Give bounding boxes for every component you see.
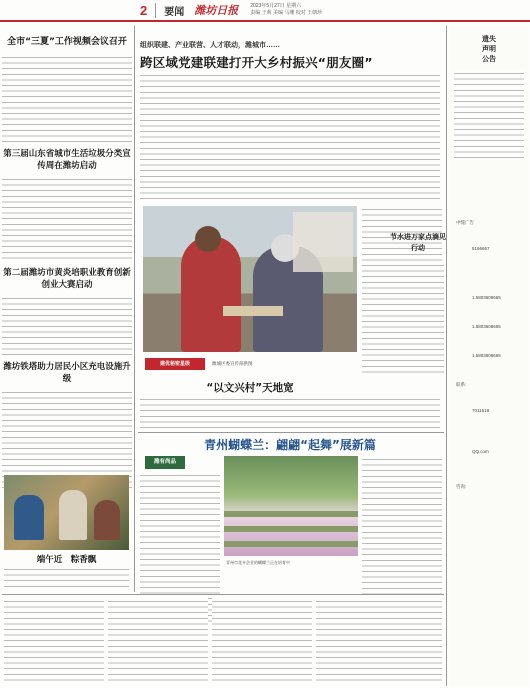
- photo-tag: 建优秘密星级: [145, 358, 205, 370]
- main-photo: [143, 206, 357, 352]
- photo-caption-title: 端午近 粽香飘: [36, 555, 97, 565]
- feature-badge: 潍有尚品: [145, 456, 185, 469]
- article-title-garbage: 第三届山东省城市生活垃圾分类宣传周在潍坊启动: [3, 149, 131, 171]
- article-title-contest: 第二届潍坊市黄炎培职业教育创新创业大赛启动: [3, 268, 131, 290]
- photo-caption-body: [4, 566, 129, 588]
- paper-logo: 潍坊日报: [194, 4, 239, 17]
- notice-title: 节水进万家点滴见行动: [390, 233, 446, 252]
- lost-notice-body: [454, 70, 524, 160]
- ad-phone: 1.5803608665: [472, 295, 501, 300]
- ad-phone: 1.5803608665: [472, 353, 501, 358]
- ad-strip: [450, 26, 528, 686]
- article-title-sanxia: 全市“三夏”工作视频会议召开: [7, 37, 127, 47]
- article-title-tower: 潍坊铁塔助力居民小区充电设施升级: [3, 362, 131, 384]
- ad-contact-label: 联系:: [456, 382, 467, 387]
- column-rule: [134, 26, 135, 592]
- zongzi-photo: [4, 475, 129, 550]
- page-header: [0, 0, 530, 22]
- lead-body: [140, 72, 440, 204]
- lost-notice-title: 遗失声明公告: [482, 35, 496, 63]
- article-body: [2, 176, 132, 261]
- section-rule: [138, 432, 444, 433]
- feature-headline: 青州蝴蝶兰：翩翩“起舞”展新篇: [204, 438, 376, 452]
- article-body: [2, 54, 132, 142]
- ad-label: 中缝广告: [456, 220, 474, 225]
- bottom-text-1: [4, 598, 104, 683]
- column-rule: [446, 26, 447, 686]
- ad-phone: 1.5803608665: [472, 324, 501, 329]
- notice-body: [392, 262, 444, 374]
- ad-consult-label: 咨询:: [456, 484, 467, 489]
- article-body: [2, 389, 132, 489]
- kicker-line: 组织联建、产业联营、人才联动，潍城市……: [140, 42, 280, 49]
- ad-number: 7011518: [472, 408, 490, 413]
- sub-body: [140, 396, 440, 430]
- issue-meta: 2023年5月27日 星期六 责编 王莉 美编 马珊 校对 王朝珍: [250, 3, 323, 16]
- ad-phone: 5166667: [472, 246, 490, 251]
- bottom-text-2: [108, 598, 208, 683]
- article-body: [2, 295, 132, 355]
- lead-headline: 跨区域党建联建打开大乡村振兴“朋友圈”: [140, 55, 373, 70]
- sub-headline: “以文兴村”天地宽: [206, 382, 294, 394]
- orchid-photo: [224, 456, 358, 556]
- photo-credit: 潍城区委宣传部供图: [212, 361, 253, 366]
- bottom-rule: [2, 594, 444, 595]
- orchid-caption: 青州市花卉企业的蝴蝶兰正在培育中: [226, 560, 290, 565]
- page-number: 2: [140, 2, 148, 18]
- bottom-text-4: [316, 598, 442, 683]
- bottom-text-3: [212, 598, 312, 683]
- section-name: 要闻: [155, 3, 184, 18]
- ad-email: QQ.com: [472, 449, 489, 454]
